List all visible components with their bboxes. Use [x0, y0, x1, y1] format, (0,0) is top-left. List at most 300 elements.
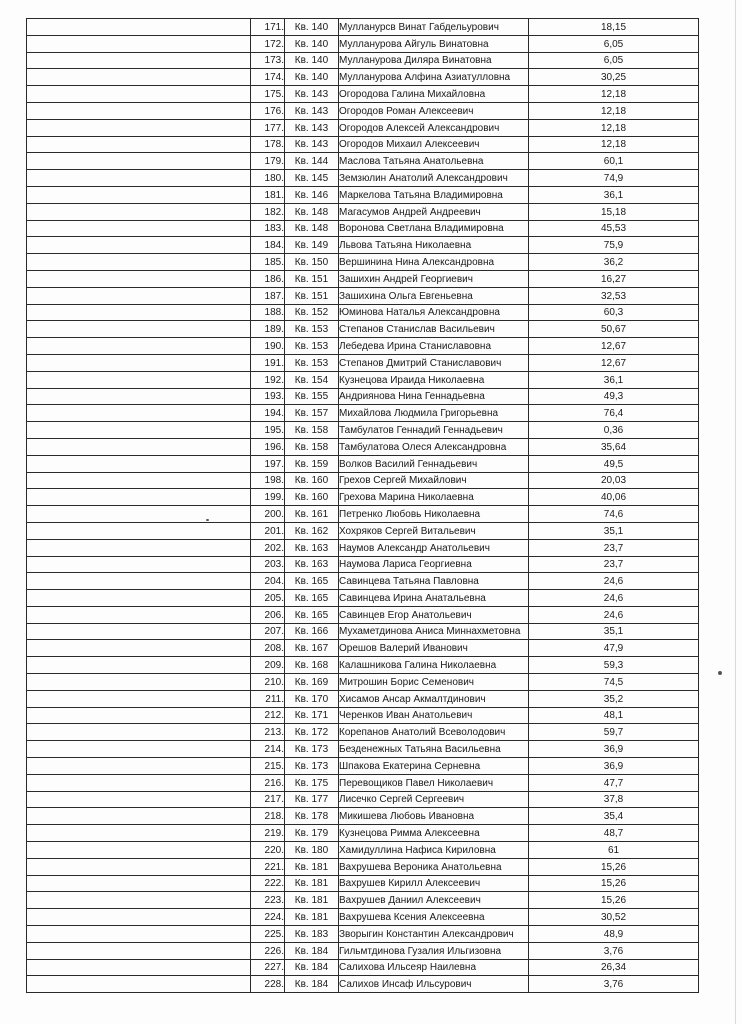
- blank-cell: [27, 119, 251, 136]
- apartment-number: Кв. 165: [285, 573, 339, 590]
- blank-cell: [27, 774, 251, 791]
- blank-cell: [27, 573, 251, 590]
- table-row: [27, 808, 699, 825]
- blank-cell: [27, 758, 251, 775]
- area-share: 36,9: [529, 758, 699, 775]
- area-share: 20,03: [529, 472, 699, 489]
- row-number: 203.: [251, 556, 285, 573]
- owner-name: Мухаметдинова Аниса Миннахметовна: [339, 623, 529, 640]
- owner-name: Мулланурсв Винат Габдельурович: [339, 19, 529, 36]
- area-share: 47,7: [529, 774, 699, 791]
- apartment-number: Кв. 163: [285, 556, 339, 573]
- area-share: 23,7: [529, 539, 699, 556]
- owner-name: Огородов Роман Алексеевич: [339, 102, 529, 119]
- owner-name: Вершинина Нина Александровна: [339, 254, 529, 271]
- blank-cell: [27, 942, 251, 959]
- area-share: 15,26: [529, 875, 699, 892]
- apartment-number: Кв. 140: [285, 19, 339, 36]
- blank-cell: [27, 808, 251, 825]
- apartment-number: Кв. 145: [285, 170, 339, 187]
- blank-cell: [27, 338, 251, 355]
- blank-cell: [27, 892, 251, 909]
- owner-name: Калашникова Галина Николаевна: [339, 657, 529, 674]
- blank-cell: [27, 405, 251, 422]
- row-number: 199.: [251, 489, 285, 506]
- row-number: 190.: [251, 338, 285, 355]
- table-row: [27, 556, 699, 573]
- scan-speck: [718, 671, 722, 675]
- table-row: [27, 35, 699, 52]
- row-number: 197.: [251, 455, 285, 472]
- row-number: 211.: [251, 690, 285, 707]
- apartment-number: Кв. 162: [285, 522, 339, 539]
- scan-speck: [206, 519, 209, 521]
- area-share: 45,53: [529, 220, 699, 237]
- row-number: 193.: [251, 388, 285, 405]
- table-row: [27, 791, 699, 808]
- owner-name: Салихов Инсаф Ильсурович: [339, 976, 529, 993]
- row-number: 201.: [251, 522, 285, 539]
- row-number: 191.: [251, 354, 285, 371]
- owner-name: Безденежных Татьяна Васильевна: [339, 741, 529, 758]
- blank-cell: [27, 959, 251, 976]
- area-share: 35,2: [529, 690, 699, 707]
- blank-cell: [27, 875, 251, 892]
- owner-name: Лисечко Сергей Сергеевич: [339, 791, 529, 808]
- table-row: [27, 102, 699, 119]
- apartment-number: Кв. 140: [285, 52, 339, 69]
- apartment-number: Кв. 171: [285, 707, 339, 724]
- apartment-number: Кв. 144: [285, 153, 339, 170]
- blank-cell: [27, 489, 251, 506]
- owner-name: Воронова Светлана Владимировна: [339, 220, 529, 237]
- owner-name: Савинцева Татьяна Павловна: [339, 573, 529, 590]
- blank-cell: [27, 640, 251, 657]
- row-number: 221.: [251, 858, 285, 875]
- blank-cell: [27, 371, 251, 388]
- area-share: 3,76: [529, 976, 699, 993]
- area-share: 3,76: [529, 942, 699, 959]
- table-row: [27, 455, 699, 472]
- table-row: [27, 388, 699, 405]
- area-share: 35,4: [529, 808, 699, 825]
- table-row: [27, 892, 699, 909]
- row-number: 182.: [251, 203, 285, 220]
- owner-name: Орешов Валерий Иванович: [339, 640, 529, 657]
- table-row: [27, 371, 699, 388]
- owner-name: Вахрушев Даниил Алексеевич: [339, 892, 529, 909]
- row-number: 200.: [251, 506, 285, 523]
- blank-cell: [27, 438, 251, 455]
- blank-cell: [27, 690, 251, 707]
- owner-name: Огородов Алексей Александрович: [339, 119, 529, 136]
- row-number: 187.: [251, 287, 285, 304]
- apartment-number: Кв. 163: [285, 539, 339, 556]
- blank-cell: [27, 791, 251, 808]
- area-share: 12,67: [529, 338, 699, 355]
- owner-name: Львова Татьяна Николаевна: [339, 237, 529, 254]
- area-share: 60,3: [529, 304, 699, 321]
- table-row: [27, 86, 699, 103]
- owner-name: Мулланурова Алфина Азиатулловна: [339, 69, 529, 86]
- blank-cell: [27, 170, 251, 187]
- row-number: 208.: [251, 640, 285, 657]
- table-row: [27, 304, 699, 321]
- table-row: [27, 774, 699, 791]
- owner-name: Лебедева Ирина Станиславовна: [339, 338, 529, 355]
- apartment-number: Кв. 181: [285, 909, 339, 926]
- table-row: [27, 724, 699, 741]
- owner-name: Наумов Александр Анатольевич: [339, 539, 529, 556]
- apartment-number: Кв. 181: [285, 875, 339, 892]
- owner-name: Степанов Дмитрий Станиславович: [339, 354, 529, 371]
- owner-name: Юминова Наталья Александровна: [339, 304, 529, 321]
- blank-cell: [27, 203, 251, 220]
- apartment-number: Кв. 153: [285, 354, 339, 371]
- table-row: [27, 690, 699, 707]
- blank-cell: [27, 86, 251, 103]
- row-number: 188.: [251, 304, 285, 321]
- apartment-number: Кв. 173: [285, 741, 339, 758]
- owner-name: Гильмтдинова Гузалия Ильгизовна: [339, 942, 529, 959]
- owner-name: Митрошин Борис Семенович: [339, 674, 529, 691]
- area-share: 50,67: [529, 321, 699, 338]
- row-number: 219.: [251, 825, 285, 842]
- blank-cell: [27, 707, 251, 724]
- apartment-number: Кв. 153: [285, 338, 339, 355]
- blank-cell: [27, 825, 251, 842]
- area-share: 35,1: [529, 623, 699, 640]
- area-share: 36,1: [529, 186, 699, 203]
- apartment-number: Кв. 173: [285, 758, 339, 775]
- owner-name: Черенков Иван Анатольевич: [339, 707, 529, 724]
- table-row: [27, 153, 699, 170]
- table-row: [27, 976, 699, 993]
- owner-name: Савинцев Егор Анатольевич: [339, 606, 529, 623]
- apartment-number: Кв. 170: [285, 690, 339, 707]
- area-share: 48,1: [529, 707, 699, 724]
- row-number: 209.: [251, 657, 285, 674]
- area-share: 24,6: [529, 606, 699, 623]
- apartment-number: Кв. 158: [285, 422, 339, 439]
- blank-cell: [27, 909, 251, 926]
- row-number: 184.: [251, 237, 285, 254]
- blank-cell: [27, 539, 251, 556]
- owner-name: Вахрушева Ксения Алексеевна: [339, 909, 529, 926]
- area-share: 12,18: [529, 102, 699, 119]
- area-share: 74,9: [529, 170, 699, 187]
- apartment-number: Кв. 159: [285, 455, 339, 472]
- table-row: [27, 825, 699, 842]
- row-number: 181.: [251, 186, 285, 203]
- row-number: 172.: [251, 35, 285, 52]
- blank-cell: [27, 186, 251, 203]
- table-row: [27, 270, 699, 287]
- area-share: 26,34: [529, 959, 699, 976]
- area-share: 48,9: [529, 926, 699, 943]
- row-number: 192.: [251, 371, 285, 388]
- apartment-number: Кв. 151: [285, 287, 339, 304]
- row-number: 186.: [251, 270, 285, 287]
- row-number: 205.: [251, 590, 285, 607]
- area-share: 36,1: [529, 371, 699, 388]
- apartment-number: Кв. 179: [285, 825, 339, 842]
- blank-cell: [27, 153, 251, 170]
- owner-name: Маслова Татьяна Анатольевна: [339, 153, 529, 170]
- apartment-number: Кв. 167: [285, 640, 339, 657]
- apartment-number: Кв. 172: [285, 724, 339, 741]
- area-share: 35,1: [529, 522, 699, 539]
- row-number: 196.: [251, 438, 285, 455]
- row-number: 216.: [251, 774, 285, 791]
- table-row: [27, 674, 699, 691]
- blank-cell: [27, 254, 251, 271]
- blank-cell: [27, 724, 251, 741]
- area-share: 49,5: [529, 455, 699, 472]
- row-number: 218.: [251, 808, 285, 825]
- owner-name: Хохряков Сергей Витальевич: [339, 522, 529, 539]
- apartment-number: Кв. 155: [285, 388, 339, 405]
- blank-cell: [27, 606, 251, 623]
- table-row: [27, 590, 699, 607]
- blank-cell: [27, 69, 251, 86]
- table-row: [27, 69, 699, 86]
- area-share: 40,06: [529, 489, 699, 506]
- owner-name: Хисамов Ансар Акмалтдинович: [339, 690, 529, 707]
- apartment-number: Кв. 165: [285, 606, 339, 623]
- apartment-number: Кв. 181: [285, 892, 339, 909]
- table-row: [27, 657, 699, 674]
- row-number: 173.: [251, 52, 285, 69]
- table-row: [27, 472, 699, 489]
- apartment-number: Кв. 168: [285, 657, 339, 674]
- apartment-number: Кв. 151: [285, 270, 339, 287]
- row-number: 202.: [251, 539, 285, 556]
- blank-cell: [27, 472, 251, 489]
- table-row: [27, 858, 699, 875]
- table-row: [27, 942, 699, 959]
- row-number: 207.: [251, 623, 285, 640]
- row-number: 204.: [251, 573, 285, 590]
- row-number: 177.: [251, 119, 285, 136]
- row-number: 175.: [251, 86, 285, 103]
- blank-cell: [27, 674, 251, 691]
- table-row: [27, 640, 699, 657]
- owner-name: Вахрушев Кирилл Алексеевич: [339, 875, 529, 892]
- blank-cell: [27, 388, 251, 405]
- owner-name: Степанов Станислав Васильевич: [339, 321, 529, 338]
- table-row: [27, 220, 699, 237]
- table-row: [27, 321, 699, 338]
- apartment-number: Кв. 177: [285, 791, 339, 808]
- area-share: 75,9: [529, 237, 699, 254]
- table-row: [27, 170, 699, 187]
- owner-name: Огородов Михаил Алексеевич: [339, 136, 529, 153]
- owner-name: Савинцева Ирина Анатальевна: [339, 590, 529, 607]
- table-row: [27, 19, 699, 36]
- apartment-number: Кв. 157: [285, 405, 339, 422]
- apartment-number: Кв. 158: [285, 438, 339, 455]
- area-share: 0,36: [529, 422, 699, 439]
- table-row: [27, 52, 699, 69]
- owner-name: Зворыгин Константин Александрович: [339, 926, 529, 943]
- row-number: 176.: [251, 102, 285, 119]
- table-row: [27, 254, 699, 271]
- row-number: 210.: [251, 674, 285, 691]
- owner-name: Зашихина Ольга Евгеньевна: [339, 287, 529, 304]
- blank-cell: [27, 455, 251, 472]
- blank-cell: [27, 556, 251, 573]
- apartment-number: Кв. 165: [285, 590, 339, 607]
- apartment-number: Кв. 154: [285, 371, 339, 388]
- blank-cell: [27, 590, 251, 607]
- row-number: 174.: [251, 69, 285, 86]
- owners-table: [26, 18, 699, 993]
- apartment-number: Кв. 148: [285, 220, 339, 237]
- table-row: [27, 741, 699, 758]
- area-share: 24,6: [529, 573, 699, 590]
- apartment-number: Кв. 153: [285, 321, 339, 338]
- table-row: [27, 237, 699, 254]
- table-row: [27, 959, 699, 976]
- area-share: 48,7: [529, 825, 699, 842]
- apartment-number: Кв. 178: [285, 808, 339, 825]
- table-row: [27, 338, 699, 355]
- apartment-number: Кв. 184: [285, 976, 339, 993]
- row-number: 195.: [251, 422, 285, 439]
- blank-cell: [27, 741, 251, 758]
- owner-name: Микишева Любовь Ивановна: [339, 808, 529, 825]
- row-number: 185.: [251, 254, 285, 271]
- owner-name: Вахрушева Вероника Анатольевна: [339, 858, 529, 875]
- apartment-number: Кв. 140: [285, 35, 339, 52]
- row-number: 224.: [251, 909, 285, 926]
- table-row: [27, 539, 699, 556]
- owner-name: Земзюлин Анатолий Александрович: [339, 170, 529, 187]
- table-row: [27, 842, 699, 859]
- blank-cell: [27, 842, 251, 859]
- area-share: 30,25: [529, 69, 699, 86]
- blank-cell: [27, 304, 251, 321]
- owner-name: Петренко Любовь Николаевна: [339, 506, 529, 523]
- row-number: 178.: [251, 136, 285, 153]
- row-number: 220.: [251, 842, 285, 859]
- area-share: 61: [529, 842, 699, 859]
- area-share: 12,18: [529, 86, 699, 103]
- table-row: [27, 438, 699, 455]
- owner-name: Огородова Галина Михайловна: [339, 86, 529, 103]
- area-share: 74,6: [529, 506, 699, 523]
- blank-cell: [27, 270, 251, 287]
- table-row: [27, 623, 699, 640]
- owner-name: Кузнецова Римма Алексеевна: [339, 825, 529, 842]
- table-row: [27, 926, 699, 943]
- area-share: 59,3: [529, 657, 699, 674]
- apartment-number: Кв. 152: [285, 304, 339, 321]
- area-share: 15,26: [529, 858, 699, 875]
- apartment-number: Кв. 150: [285, 254, 339, 271]
- row-number: 228.: [251, 976, 285, 993]
- area-share: 6,05: [529, 35, 699, 52]
- apartment-number: Кв. 184: [285, 942, 339, 959]
- area-share: 60,1: [529, 153, 699, 170]
- apartment-number: Кв. 181: [285, 858, 339, 875]
- apartment-number: Кв. 160: [285, 472, 339, 489]
- table-row: [27, 506, 699, 523]
- apartment-number: Кв. 146: [285, 186, 339, 203]
- area-share: 35,64: [529, 438, 699, 455]
- table-row: [27, 422, 699, 439]
- owner-name: Шпакова Екатерина Серневна: [339, 758, 529, 775]
- row-number: 226.: [251, 942, 285, 959]
- apartment-number: Кв. 183: [285, 926, 339, 943]
- area-share: 15,26: [529, 892, 699, 909]
- apartment-number: Кв. 148: [285, 203, 339, 220]
- area-share: 49,3: [529, 388, 699, 405]
- area-share: 12,67: [529, 354, 699, 371]
- blank-cell: [27, 858, 251, 875]
- apartment-number: Кв. 143: [285, 136, 339, 153]
- apartment-number: Кв. 180: [285, 842, 339, 859]
- owner-name: Магасумов Андрей Андреевич: [339, 203, 529, 220]
- owner-name: Михайлова Людмила Григорьевна: [339, 405, 529, 422]
- row-number: 213.: [251, 724, 285, 741]
- area-share: 30,52: [529, 909, 699, 926]
- table-row: [27, 489, 699, 506]
- owner-name: Мулланурова Айгуль Винатовна: [339, 35, 529, 52]
- row-number: 214.: [251, 741, 285, 758]
- blank-cell: [27, 976, 251, 993]
- area-share: 24,6: [529, 590, 699, 607]
- apartment-number: Кв. 161: [285, 506, 339, 523]
- apartment-number: Кв. 140: [285, 69, 339, 86]
- table-row: [27, 136, 699, 153]
- row-number: 180.: [251, 170, 285, 187]
- apartment-number: Кв. 175: [285, 774, 339, 791]
- owner-name: Салихова Ильсеяр Наилевна: [339, 959, 529, 976]
- table-row: [27, 354, 699, 371]
- row-number: 212.: [251, 707, 285, 724]
- area-share: 36,2: [529, 254, 699, 271]
- row-number: 183.: [251, 220, 285, 237]
- area-share: 37,8: [529, 791, 699, 808]
- apartment-number: Кв. 143: [285, 119, 339, 136]
- area-share: 59,7: [529, 724, 699, 741]
- blank-cell: [27, 926, 251, 943]
- area-share: 74,5: [529, 674, 699, 691]
- area-share: 76,4: [529, 405, 699, 422]
- row-number: 215.: [251, 758, 285, 775]
- blank-cell: [27, 19, 251, 36]
- table-row: [27, 573, 699, 590]
- owner-name: Маркелова Татьяна Владимировна: [339, 186, 529, 203]
- owner-name: Зашихин Андрей Георгиевич: [339, 270, 529, 287]
- row-number: 194.: [251, 405, 285, 422]
- blank-cell: [27, 102, 251, 119]
- blank-cell: [27, 657, 251, 674]
- table-row: [27, 522, 699, 539]
- owner-name: Грехова Марина Николаевна: [339, 489, 529, 506]
- blank-cell: [27, 623, 251, 640]
- owner-name: Кузнецова Ираида Николаевна: [339, 371, 529, 388]
- table-row: [27, 405, 699, 422]
- owner-name: Перевощиков Павел Николаевич: [339, 774, 529, 791]
- area-share: 32,53: [529, 287, 699, 304]
- apartment-number: Кв. 166: [285, 623, 339, 640]
- area-share: 6,05: [529, 52, 699, 69]
- owner-name: Хамидуллина Нафиса Кириловна: [339, 842, 529, 859]
- row-number: 223.: [251, 892, 285, 909]
